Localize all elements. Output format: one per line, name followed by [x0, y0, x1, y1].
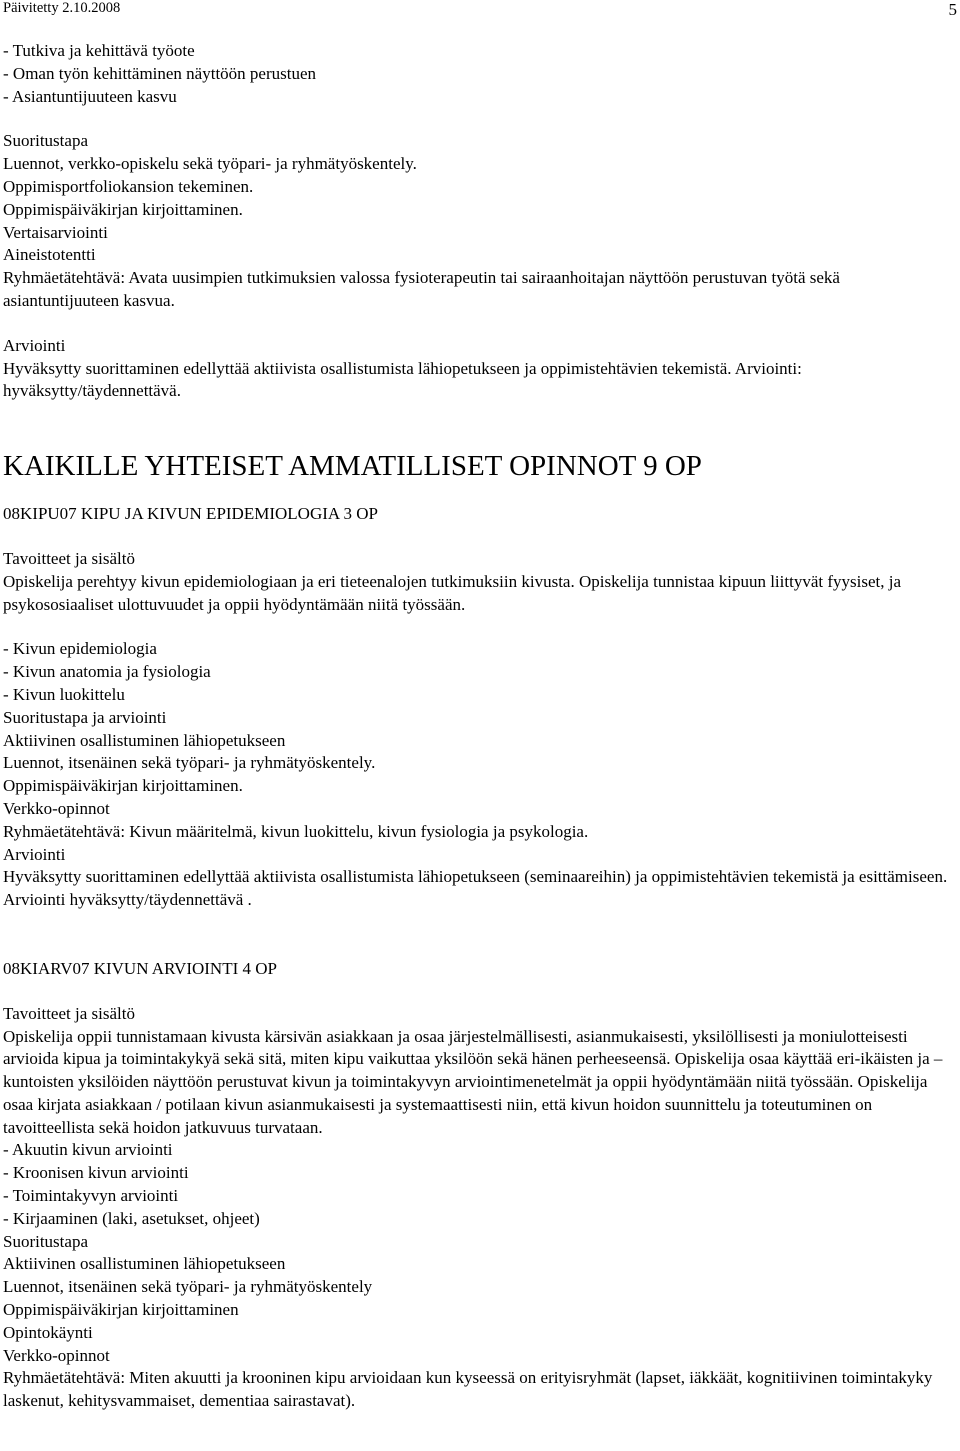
- method-line: Aktiivinen osallistuminen lähiopetukseen: [3, 1254, 286, 1274]
- topic-item: - Kivun luokittelu: [3, 684, 125, 704]
- topic-item: - Kirjaaminen (laki, asetukset, ohjeet): [3, 1208, 260, 1228]
- method-line: Ryhmäetätehtävä: Avata uusimpien tutkimuksien valossa fysioterapeutin tai sairaanhoitajan näyttöön perustuvan työtä sekä asiantuntijuuteen kasvua.: [3, 268, 840, 310]
- goals-text: Opiskelija oppii tunnistamaan kivusta kärsivän asiakkaan ja osaa järjestelmällisesti, asianmukaisesti, yksilöllisesti ja moniulotteisesti arvioida kipua ja toimintakykyä sekä sitä, miten kipu vaikuttaa yksilöön sekä hänen perheeseensä. Opiskelija osaa käyttää eri-ikäisten ja –kuntoisten yksilöiden näyttöön perustuvat kivun ja toimintakyvyn arviointimenetelmät ja oppii hyödyntämään niitä työssään. Opiskelija osaa kirjata asiakkaan / potilaan kivun asianmukaisesti ja systemaattisesti niin, että kivun hoidon suunnittelu ja toteutuminen on tavoitteellista sekä hoidon jatkuvuus turvataan.: [3, 1026, 943, 1137]
- assessment-text: Hyväksytty suorittaminen edellyttää aktiivista osallistumista lähiopetukseen ja oppimistehtävien tekemistä. Arviointi: hyväksytty/täydennettävä.: [3, 358, 802, 401]
- assessment-text: Hyväksytty suorittaminen edellyttää aktiivista osallistumista lähiopetukseen (seminaareihin) ja oppimistehtävien tekemistä ja esittämiseen. Arviointi hyväksytty/täydennettävä .: [3, 867, 948, 910]
- method-line: Aineistotentti: [3, 245, 96, 265]
- page-header: [3, 0, 957, 20]
- method-heading: Suoritustapa: [3, 131, 88, 151]
- method-line: Oppimisportfoliokansion tekeminen.: [3, 176, 254, 196]
- list-item: - Asiantuntijuuteen kasvu: [3, 86, 177, 106]
- topic-item: - Kivun anatomia ja fysiologia: [3, 662, 211, 682]
- document-body: [3, 40, 953, 1413]
- assessment-heading: Arviointi: [3, 335, 66, 355]
- method-line: Aktiivinen osallistuminen lähiopetukseen: [3, 730, 286, 750]
- course-title: 08KIARV07 KIVUN ARVIOINTI 4 OP: [3, 958, 277, 978]
- intro-list: [3, 40, 953, 108]
- assessment-section: [3, 335, 953, 403]
- method-line: Luennot, verkko-opiskelu sekä työpari- ja ryhmätyöskentely.: [3, 154, 417, 174]
- topic-item: - Kivun epidemiologia: [3, 639, 157, 659]
- list-item: - Oman työn kehittäminen näyttöön perustuen: [3, 63, 317, 83]
- section-title: KAIKILLE YHTEISET AMMATILLISET OPINNOT 9 OP: [3, 450, 702, 483]
- page-number: 5: [948, 0, 957, 19]
- method-section: [3, 130, 953, 312]
- topic-item: - Akuutin kivun arviointi: [3, 1140, 173, 1160]
- method-line: Oppimispäiväkirjan kirjoittaminen: [3, 1300, 239, 1320]
- method-line: Luennot, itsenäinen sekä työpari- ja ryhmätyöskentely: [3, 1277, 373, 1297]
- list-item: - Tutkiva ja kehittävä työote: [3, 41, 195, 60]
- course-kipu: [3, 503, 953, 912]
- method-line: Verkko-opinnot: [3, 1345, 110, 1365]
- goals-heading: Tavoitteet ja sisältö: [3, 548, 135, 568]
- goals-heading: Tavoitteet ja sisältö: [3, 1003, 135, 1023]
- updated-date: Päivitetty 2.10.2008: [3, 0, 121, 16]
- course-kiarv: [3, 958, 953, 1413]
- method-line: Oppimispäiväkirjan kirjoittaminen.: [3, 776, 243, 796]
- goals-text: Opiskelija perehtyy kivun epidemiologiaan ja eri tieteenalojen tutkimuksiin kivusta. Opiskelija tunnistaa kipuun liittyvät fyysiset, ja psykososiaaliset ulottuvuudet ja oppii hyödyntämään niitä työssään.: [3, 571, 901, 614]
- method-line: Luennot, itsenäinen sekä työpari- ja ryhmätyöskentely.: [3, 753, 376, 773]
- course-title: 08KIPU07 KIPU JA KIVUN EPIDEMIOLOGIA 3 OP: [3, 504, 378, 524]
- method-line: Oppimispäiväkirjan kirjoittaminen.: [3, 199, 243, 219]
- method-line: Ryhmäetätehtävä: Miten akuutti ja krooninen kipu arvioidaan kun kyseessä on erityisryhmät (lapset, iäkkäät, kognitiivinen toimintakyky laskenut, kehitysvammaiset, dementiaa sairastavat).: [3, 1368, 933, 1411]
- topic-item: - Toimintakyvyn arviointi: [3, 1186, 179, 1206]
- method-heading: Suoritustapa ja arviointi: [3, 707, 167, 727]
- method-line: Ryhmäetätehtävä: Kivun määritelmä, kivun luokittelu, kivun fysiologia ja psykologia.: [3, 821, 589, 841]
- assessment-heading: Arviointi: [3, 844, 66, 864]
- method-line: Verkko-opinnot: [3, 798, 110, 818]
- method-line: Opintokäynti: [3, 1322, 93, 1342]
- method-heading: Suoritustapa: [3, 1231, 88, 1251]
- method-line: Vertaisarviointi: [3, 222, 108, 242]
- topic-item: - Kroonisen kivun arviointi: [3, 1163, 189, 1183]
